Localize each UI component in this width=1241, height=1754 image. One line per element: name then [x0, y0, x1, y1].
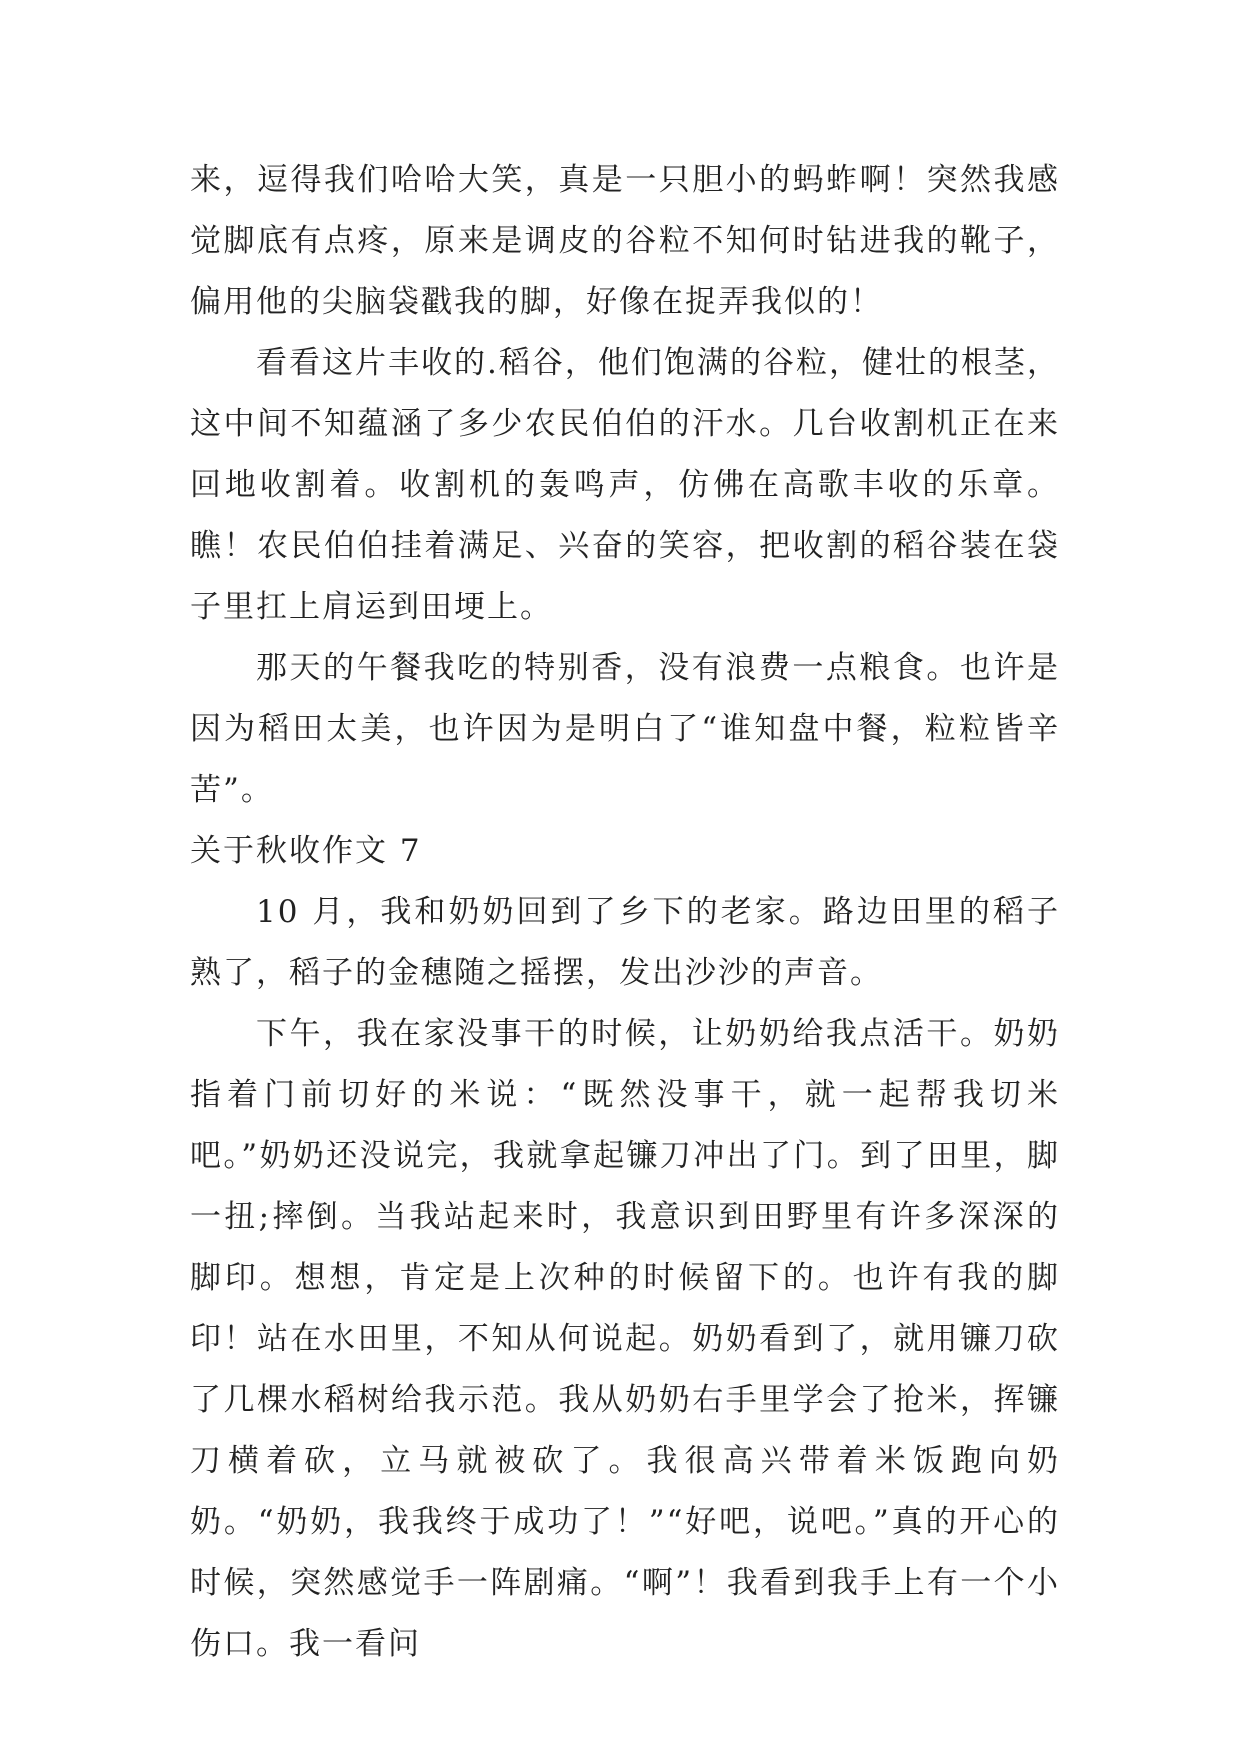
paragraph-5: 下午，我在家没事干的时候，让奶奶给我点活干。奶奶指着门前切好的米说：“既然没事干，就一起帮我切米吧。”奶奶还没说完，我就拿起镰刀冲出了门。到了田里，脚一扭;摔倒。当我站起来时，我意识到田野里有许多深深的脚印。想想，肯定是上次种的时候留下的。也许有我的脚印！站在水田里，不知从何说起。奶奶看到了，就用镰刀砍了几棵水稻树给我示范。我从奶奶右手里学会了抢米，挥镰刀横着砍，立马就被砍了。我很高兴带着米饭跑向奶奶。“奶奶，我我终于成功了！”“好吧，说吧。”真的开心的时候，突然感觉手一阵剧痛。“啊”！我看到我手上有一个小伤口。我一看问 [190, 1016, 1060, 1662]
paragraph-3: 那天的午餐我吃的特别香，没有浪费一点粮食。也许是因为稻田太美，也许因为是明白了“谁知盘中餐，粒粒皆辛苦”。 [190, 650, 1060, 808]
section-heading: 关于秋收作文 7 [190, 833, 422, 869]
paragraph-2: 看看这片丰收的.稻谷，他们饱满的谷粒，健壮的根茎，这中间不知蕴涵了多少农民伯伯的汗水。几台收割机正在来回地收割着。收割机的轰鸣声，仿佛在高歌丰收的乐章。瞧！农民伯伯挂着满足、兴奋的笑容，把收割的稻谷装在袋子里扛上肩运到田埂上。 [190, 345, 1060, 625]
document-body [190, 150, 1060, 1675]
paragraph-1: 来，逗得我们哈哈大笑，真是一只胆小的蚂蚱啊！突然我感觉脚底有点疼，原来是调皮的谷粒不知何时钻进我的靴子，偏用他的尖脑袋戳我的脚，好像在捉弄我似的！ [190, 162, 1060, 320]
paragraph-4: 10 月，我和奶奶回到了乡下的老家。路边田里的稻子熟了，稻子的金穗随之摇摆，发出沙沙的声音。 [190, 894, 1060, 991]
